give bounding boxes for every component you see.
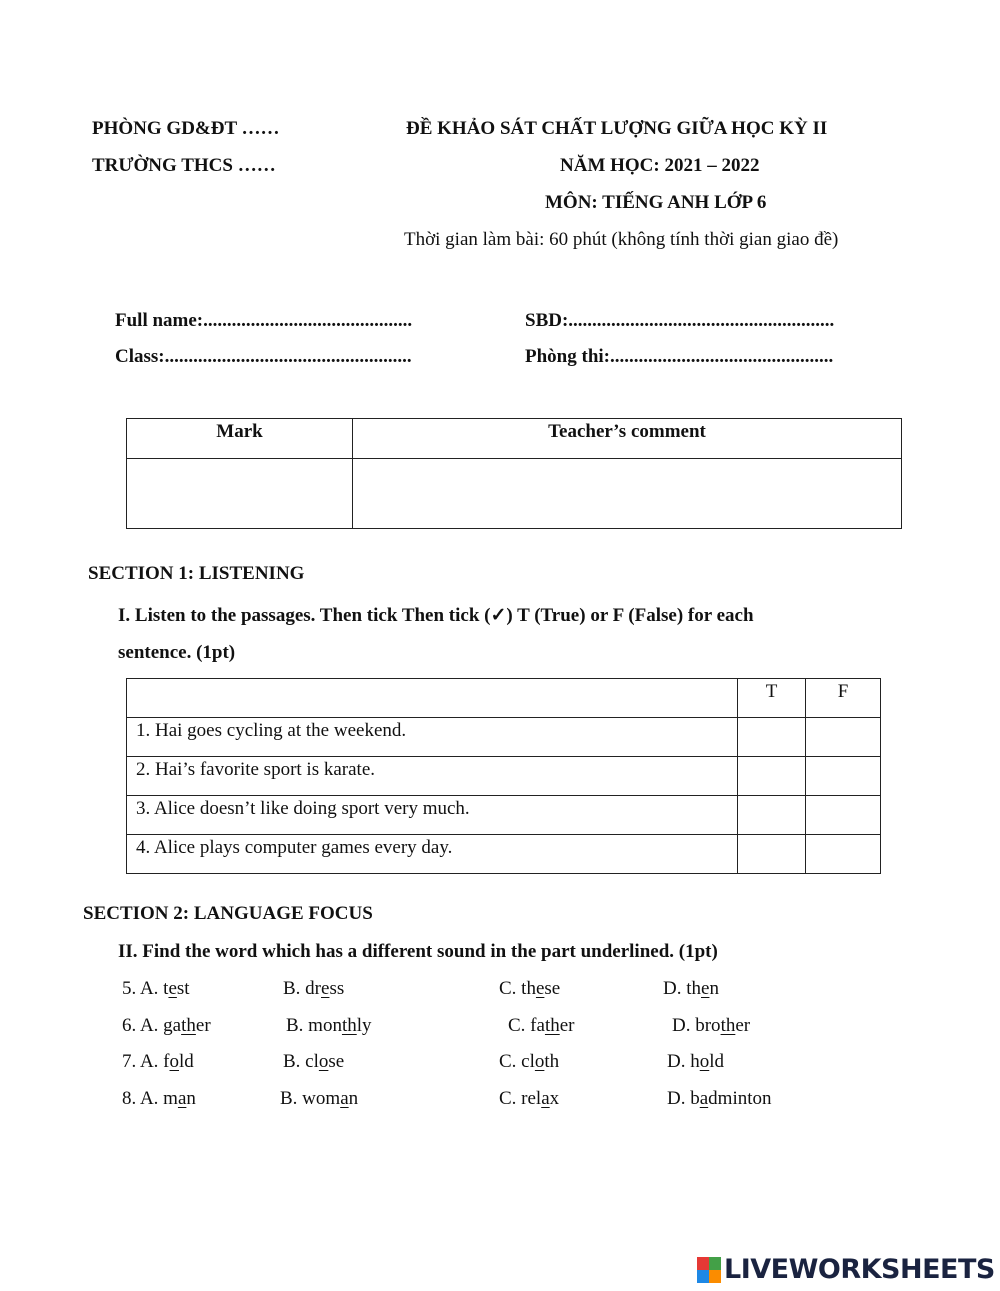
q8-option-b[interactable]: B. woman <box>280 1088 359 1109</box>
question-2: 2. Hai’s favorite sport is karate. <box>127 757 738 796</box>
q8-option-a[interactable]: 8. A. man <box>122 1088 196 1109</box>
section1-instruction: I. Listen to the passages. Then tick Then tick (✓) T (True) or F (False) for each <box>118 605 754 626</box>
q5-option-d[interactable]: D. then <box>663 978 719 999</box>
subject: MÔN: TIẾNG ANH LỚP 6 <box>545 192 767 213</box>
q7-option-a[interactable]: 7. A. fold <box>122 1051 194 1072</box>
full-name-field[interactable]: Full name:............................................ <box>115 310 413 331</box>
question-4: 4. Alice plays computer games every day. <box>127 835 738 874</box>
true-false-table <box>126 678 881 874</box>
f-column-header: F <box>806 679 881 718</box>
section2-title: SECTION 2: LANGUAGE FOCUS <box>83 903 373 924</box>
mark-cell[interactable] <box>127 459 353 529</box>
q6-option-a[interactable]: 6. A. gather <box>122 1015 211 1036</box>
answer-t-1[interactable] <box>738 718 806 757</box>
q6-option-c[interactable]: C. father <box>508 1015 575 1036</box>
q7-option-b[interactable]: B. close <box>283 1051 345 1072</box>
q6-option-d[interactable]: D. brother <box>672 1015 751 1036</box>
exam-title: ĐỀ KHẢO SÁT CHẤT LƯỢNG GIỮA HỌC KỲ II <box>406 118 828 139</box>
school-year: NĂM HỌC: 2021 – 2022 <box>560 155 760 176</box>
room-field[interactable]: Phòng thi:............................................... <box>525 346 834 367</box>
table-row <box>127 757 881 796</box>
mark-header: Mark <box>127 419 353 459</box>
blank-header-cell <box>127 679 738 718</box>
table-row <box>127 718 881 757</box>
liveworksheets-logo <box>697 1254 995 1285</box>
question-1: 1. Hai goes cycling at the weekend. <box>127 718 738 757</box>
mark-table <box>126 418 902 529</box>
teacher-comment-cell[interactable] <box>353 459 902 529</box>
time-note: Thời gian làm bài: 60 phút (không tính thời gian giao đề) <box>404 229 839 250</box>
answer-f-2[interactable] <box>806 757 881 796</box>
sbd-field[interactable]: SBD:........................................................ <box>525 310 835 331</box>
section2-instruction: II. Find the word which has a different sound in the part underlined. (1pt) <box>118 941 718 962</box>
question-3: 3. Alice doesn’t like doing sport very much. <box>127 796 738 835</box>
q8-option-c[interactable]: C. relax <box>499 1088 560 1109</box>
answer-t-4[interactable] <box>738 835 806 874</box>
q8-option-d[interactable]: D. badminton <box>667 1088 772 1109</box>
table-row <box>127 796 881 835</box>
answer-f-1[interactable] <box>806 718 881 757</box>
q5-option-a[interactable]: 5. A. test <box>122 978 190 999</box>
q6-option-b[interactable]: B. monthly <box>286 1015 372 1036</box>
liveworksheets-badge-icon <box>697 1257 721 1283</box>
answer-f-3[interactable] <box>806 796 881 835</box>
school-name: TRƯỜNG THCS …… <box>92 155 276 176</box>
t-column-header: T <box>738 679 806 718</box>
logo-text: LIVEWORKSHEETS <box>724 1254 995 1285</box>
answer-t-3[interactable] <box>738 796 806 835</box>
q7-option-c[interactable]: C. cloth <box>499 1051 560 1072</box>
answer-t-2[interactable] <box>738 757 806 796</box>
answer-f-4[interactable] <box>806 835 881 874</box>
school-department: PHÒNG GD&ĐT …… <box>92 118 280 139</box>
teacher-comment-header: Teacher’s comment <box>353 419 902 459</box>
q5-option-c[interactable]: C. these <box>499 978 561 999</box>
q7-option-d[interactable]: D. hold <box>667 1051 725 1072</box>
q5-option-b[interactable]: B. dress <box>283 978 345 999</box>
class-field[interactable]: Class:.................................................... <box>115 346 412 367</box>
section1-title: SECTION 1: LISTENING <box>88 563 305 584</box>
table-row <box>127 835 881 874</box>
section1-instruction-cont: sentence. (1pt) <box>118 642 236 663</box>
